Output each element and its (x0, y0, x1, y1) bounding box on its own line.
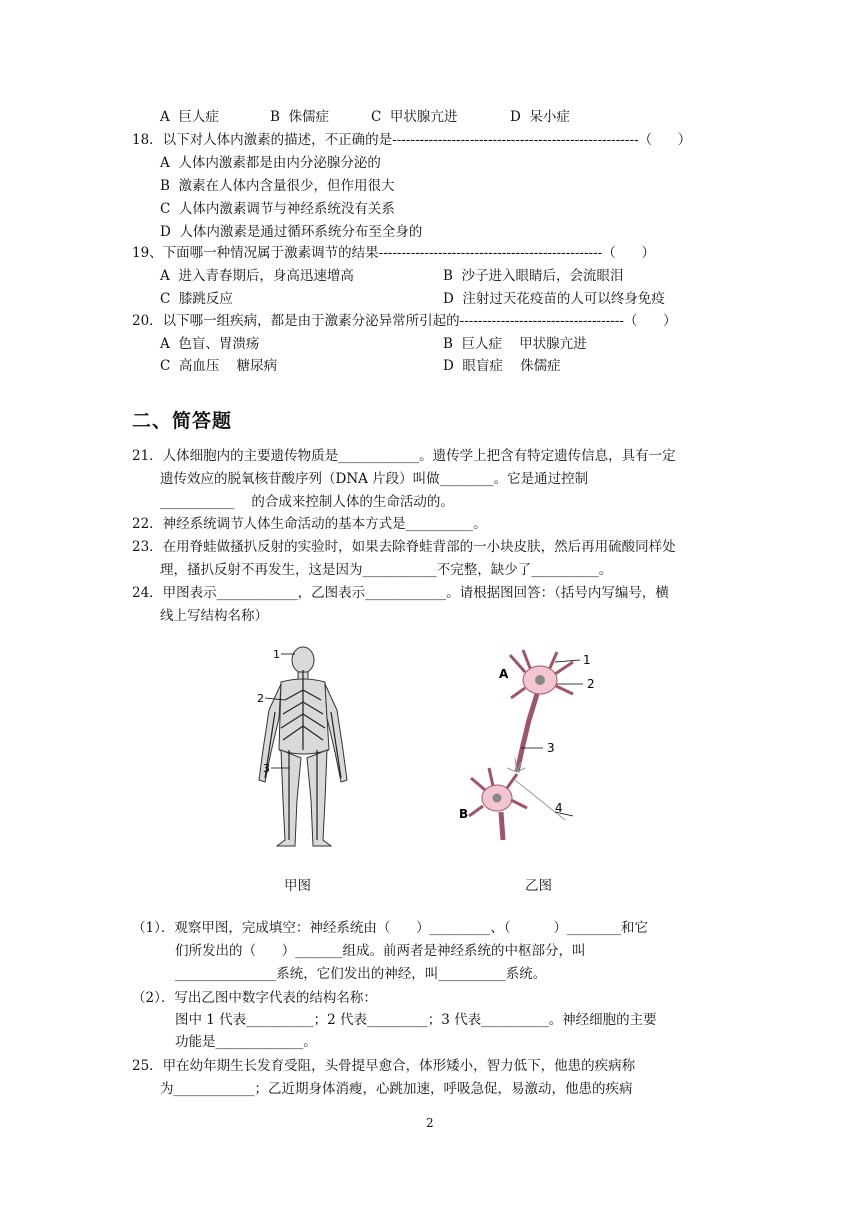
q18-option-b: B 激素在人体内含量很少，但作用很大 (160, 178, 395, 194)
q20-option-c: C 高血压 糖尿病 (160, 358, 278, 374)
q19-option-c: C 膝跳反应 (160, 291, 233, 307)
figure-left-label-3: 3 (263, 762, 270, 775)
q24-part1-line-1: （1）．观察甲图，完成填空：神经系统由（ ）_________、（ ）________和它 (132, 920, 648, 936)
q19-stem: 19、下面哪一种情况属于激素调节的结果-------------------------------------------------（ ） (132, 245, 655, 261)
figure-left-label-2: 2 (257, 692, 264, 705)
q24-part2-line-2: 图中 1 代表__________；2 代表_________；3 代表__________。神经细胞的主要 (175, 1012, 657, 1028)
q17-option-a: A 巨人症 (160, 109, 219, 125)
q20-stem: 20．以下哪一组疾病，都是由于激素分泌异常所引起的------------------------------------（ ） (132, 313, 677, 329)
q20-option-d: D 眼盲症 侏儒症 (443, 358, 561, 374)
section-title: 二、简答题 (132, 410, 233, 432)
q24-line-1: 24．甲图表示____________，乙图表示____________。请根据图回答：（括号内写编号，横 (132, 585, 669, 601)
q18-option-c: C 人体内激素调节与神经系统没有关系 (160, 201, 395, 217)
q17-option-c: C 甲状腺亢进 (371, 109, 458, 125)
neuron-figure (455, 640, 615, 855)
figure-left-caption: 甲图 (284, 878, 311, 894)
q21-line-3: ___________ 的合成来控制人体的生命活动的。 (160, 494, 454, 510)
q23-line-1: 23．在用脊蛙做搔扒反射的实验时，如果去除脊蛙背部的一小块皮肤，然后再用硫酸同样处 (132, 539, 676, 555)
q25-line-1: 25．甲在幼年期生长发育受阻，头骨提早愈合，体形矮小，智力低下，他患的疾病称 (132, 1058, 636, 1074)
q21-line-1: 21．人体细胞内的主要遗传物质是____________。遗传学上把含有特定遗传信息，具有一定 (132, 448, 676, 464)
figure-right-label-4: 4 (555, 801, 563, 815)
figure-right-label-a: A (499, 667, 509, 681)
page-number: 2 (426, 1116, 434, 1130)
q24-part2-line-1: （2）．写出乙图中数字代表的结构名称： (132, 990, 377, 1006)
q19-option-b: B 沙子进入眼睛后，会流眼泪 (443, 268, 624, 284)
q20-option-b: B 巨人症 甲状腺亢进 (443, 336, 587, 352)
q21-line-2: 遗传效应的脱氧核苷酸序列（DNA 片段）叫做________。它是通过控制 (160, 471, 589, 487)
q24-part2-line-3: 功能是_____________。 (175, 1034, 317, 1050)
figure-left-label-1: 1 (273, 648, 280, 661)
q24-line-2: 线上写结构名称） (160, 608, 268, 624)
figure-right-label-2: 2 (587, 677, 595, 691)
figure-right-label-3: 3 (547, 741, 555, 755)
q18-stem: 18．以下对人体内激素的描述，不正确的是------------------------------------------------------（ ） (132, 132, 692, 148)
q19-option-d: D 注射过天花疫苗的人可以终身免疫 (443, 291, 665, 307)
figure-right-caption: 乙图 (525, 878, 552, 894)
q20-option-a: A 色盲、胃溃疡 (160, 336, 260, 352)
q25-line-2: 为____________；乙近期身体消瘦，心跳加速，呼吸急促，易激动，他患的疾病 (160, 1081, 633, 1097)
q24-part1-line-2: 们所发出的（ ）_______组成。前两者是神经系统的中枢部分，叫 (175, 943, 586, 959)
q17-option-b: B 侏儒症 (270, 109, 330, 125)
q18-option-d: D 人体内激素是通过循环系统分布至全身的 (160, 224, 423, 240)
nervous-system-figure (245, 640, 355, 855)
figure-right-label-b: B (459, 807, 469, 821)
q23-line-2: 理，搔扒反射不再发生，这是因为___________不完整，缺少了__________。 (160, 562, 613, 578)
q18-option-a: A 人体内激素都是由内分泌腺分泌的 (160, 155, 381, 171)
q17-option-d: D 呆小症 (510, 109, 570, 125)
q19-option-a: A 进入青春期后，身高迅速增高 (160, 268, 354, 284)
q24-part1-line-3: _______________系统，它们发出的神经，叫__________系统。 (175, 966, 547, 982)
figure-right-label-1: 1 (583, 653, 591, 667)
q22-text: 22．神经系统调节人体生命活动的基本方式是__________。 (132, 516, 487, 532)
